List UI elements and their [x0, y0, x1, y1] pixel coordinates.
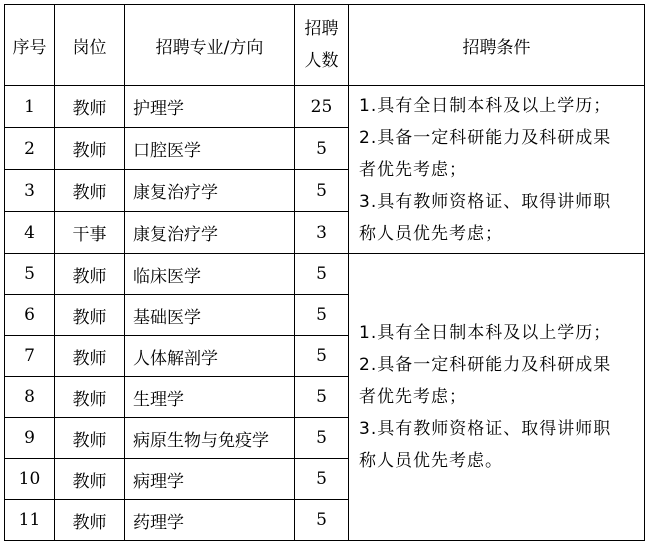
cell-major: 人体解剖学: [125, 336, 295, 377]
condition-line: 称人员优先考虑。: [359, 451, 503, 471]
conditions-group-2: [349, 254, 645, 541]
conditions-group-1: [349, 86, 645, 254]
cell-post: 教师: [55, 254, 125, 295]
cell-seq: 6: [5, 295, 55, 336]
cell-count: 5: [295, 459, 349, 500]
cell-seq: 9: [5, 418, 55, 459]
cell-seq: 3: [5, 170, 55, 212]
cell-count: 5: [295, 418, 349, 459]
cell-post: 教师: [55, 86, 125, 128]
cell-seq: 1: [5, 86, 55, 128]
cell-major: 护理学: [125, 86, 295, 128]
table-row: [5, 254, 645, 295]
cell-seq: 5: [5, 254, 55, 295]
cell-post: 教师: [55, 295, 125, 336]
cell-seq: 11: [5, 500, 55, 541]
cell-post: 教师: [55, 377, 125, 418]
cell-post: 教师: [55, 336, 125, 377]
cell-major: 康复治疗学: [125, 212, 295, 254]
header-count: [295, 5, 349, 86]
cell-count: 5: [295, 295, 349, 336]
cell-major: 生理学: [125, 377, 295, 418]
cell-count: 25: [295, 86, 349, 128]
table-row: [5, 86, 645, 128]
cell-seq: 4: [5, 212, 55, 254]
cell-seq: 8: [5, 377, 55, 418]
cell-major: 药理学: [125, 500, 295, 541]
cell-count: 5: [295, 128, 349, 170]
condition-line: 3.具有教师资格证、取得讲师职: [359, 192, 612, 212]
cell-post: 教师: [55, 500, 125, 541]
cell-post: 干事: [55, 212, 125, 254]
header-count-line1: 招聘: [304, 19, 339, 39]
cell-major: 临床医学: [125, 254, 295, 295]
cell-post: 教师: [55, 170, 125, 212]
header-count-line2: 人数: [304, 51, 339, 71]
cell-post: 教师: [55, 128, 125, 170]
header-conditions: 招聘条件: [349, 5, 645, 86]
cell-post: 教师: [55, 459, 125, 500]
cell-count: 5: [295, 500, 349, 541]
header-seq: 序号: [5, 5, 55, 86]
condition-line: 3.具有教师资格证、取得讲师职: [359, 419, 612, 439]
header-major: 招聘专业/方向: [125, 5, 295, 86]
cell-seq: 7: [5, 336, 55, 377]
recruitment-table: [4, 4, 645, 541]
header-post: 岗位: [55, 5, 125, 86]
cell-post: 教师: [55, 418, 125, 459]
cell-seq: 10: [5, 459, 55, 500]
cell-count: 5: [295, 170, 349, 212]
cell-major: 基础医学: [125, 295, 295, 336]
cell-seq: 2: [5, 128, 55, 170]
condition-line: 1.具有全日制本科及以上学历；: [359, 323, 612, 343]
cell-major: 病理学: [125, 459, 295, 500]
cell-major: 康复治疗学: [125, 170, 295, 212]
cell-count: 3: [295, 212, 349, 254]
header-row: [5, 5, 645, 86]
cell-count: 5: [295, 336, 349, 377]
cell-major: 口腔医学: [125, 128, 295, 170]
condition-line: 者优先考虑；: [359, 160, 467, 180]
condition-line: 2.具备一定科研能力及科研成果: [359, 128, 612, 148]
condition-line: 2.具备一定科研能力及科研成果: [359, 355, 612, 375]
cell-count: 5: [295, 254, 349, 295]
condition-line: 1.具有全日制本科及以上学历；: [359, 96, 612, 116]
cell-count: 5: [295, 377, 349, 418]
condition-line: 称人员优先考虑；: [359, 224, 503, 244]
cell-major: 病原生物与免疫学: [125, 418, 295, 459]
condition-line: 者优先考虑；: [359, 387, 467, 407]
